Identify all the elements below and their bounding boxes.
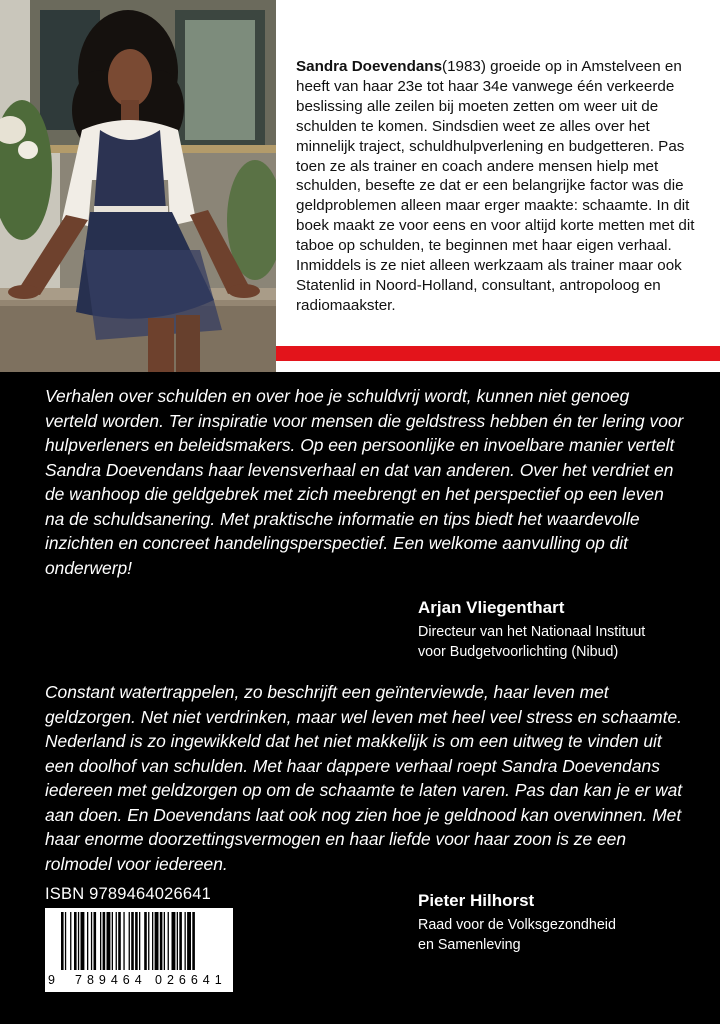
barcode-bar [65, 912, 66, 970]
barcode [45, 908, 233, 992]
review-author-name-2: Pieter Hilhorst [418, 891, 535, 910]
barcode-bar [129, 912, 130, 970]
barcode-bar [103, 912, 106, 970]
review-author-role-2: Raad voor de Volksgezondheid en Samenleving [418, 917, 616, 953]
barcode-bar [74, 912, 77, 970]
barcode-bar [91, 912, 92, 970]
barcode-bar [155, 912, 159, 970]
barcode-bar [164, 912, 165, 970]
barcode-bar [185, 912, 186, 970]
barcode-bar [107, 912, 111, 970]
review-author-2 [418, 890, 616, 955]
barcode-bar [81, 912, 85, 970]
isbn-label: ISBN 9789464026641 [45, 885, 211, 903]
author-bio-text: (1983) groeide op in Amstelveen en heeft van haar 23e tot haar 34e vanwege één verkeerde beslissing alle zeilen bij moeten zetten om weer uit de schulden te komen. Sindsdien weet ze alles over het minnelijk traject, schuldhulpverlening en budgetteren. Pas toen ze als trainer en coach andere mensen hielp met schulden, besefte ze dat er een belangrijke factor was die geldproblemen alleen maar erger maakte: schaamte. In dit boek maakt ze voor eens en voor altijd korte metten met dit taboe op schulden, te beginnen met haar eigen verhaal. Inmiddels is ze niet alleen werkzaam als trainer maar ook Statenlid in Noord-Holland, consultant, antropoloog en radiomaakster. [296, 58, 695, 314]
barcode-bar [179, 912, 182, 970]
author-photo-illustration [0, 0, 276, 372]
author-bio [296, 57, 708, 316]
barcode-bar [177, 912, 178, 970]
barcode-bar [131, 912, 134, 970]
review-author-1 [418, 597, 645, 662]
barcode-bar [94, 912, 97, 970]
barcode-bar [187, 912, 191, 970]
barcode-bar [135, 912, 138, 970]
barcode-bar [144, 912, 147, 970]
barcode-digits [45, 973, 233, 991]
author-name: Sandra Doevendans [296, 58, 443, 75]
barcode-bar [70, 912, 71, 970]
barcode-digits-right: 026641 [155, 973, 227, 987]
author-photo [0, 0, 276, 372]
barcode-bar [168, 912, 169, 970]
review-author-role-1: Directeur van het Nationaal Instituut voor Budgetvoorlichting (Nibud) [418, 624, 646, 660]
barcode-bar [152, 912, 153, 970]
review-author-name-1: Arjan Vliegenthart [418, 598, 565, 617]
barcode-bar [160, 912, 163, 970]
barcode-digit-lead: 9 [48, 973, 55, 987]
review-quote-1: Verhalen over schulden en over hoe je schuldvrij wordt, kunnen niet genoeg verteld worden. Ter inspiratie voor mensen die geldstress hebben én ter lering voor hulpverleners en beleidsmakers. Op een persoonlijke en invoelbare manier vertelt Sandra Doevendans haar levensverhaal en dat van anderen. Over het verdriet en de wanhoop die geldgebrek met zich meebrengt en het perspectief op een leven na de schuldsanering. Met praktische informatie en tips biedt het waardevolle inzichten en concreet handelingsperspectief. Een welkome aanvulling op dit onderwerp! [45, 386, 684, 578]
barcode-bar [148, 912, 149, 970]
barcode-bar [116, 912, 117, 970]
barcode-bar [61, 912, 64, 970]
barcode-bar [87, 912, 88, 970]
barcode-bar [139, 912, 140, 970]
barcode-bar [192, 912, 195, 970]
barcode-bar [172, 912, 176, 970]
review-quote-2: Constant watertrappelen, zo beschrijft een geïnterviewde, haar leven met geldzorgen. Net niet verdrinken, maar wel leven met heel veel stress en schaamte. Nederland is zo ingewikkeld dat het niet makkelijk is om een uitweg te vinden uit een doolhof van schulden. Met haar dappere verhaal roept Sandra Doevendans iedereen met geldzorgen op om de schaamte te laten varen. Pas dan kan je er wat aan doen. En Doevendans laat ook nog zien hoe je geldnood kan overwinnen. Met haar enorme doorzettingsvermogen en haar liefde voor haar zoon is ze een rolmodel voor iedereen. [45, 682, 683, 874]
top-section [0, 0, 720, 372]
barcode-bar [118, 912, 121, 970]
barcode-bar [78, 912, 79, 970]
barcode-digits-left: 789464 [75, 973, 147, 987]
accent-bar [276, 346, 720, 361]
barcode-bar [100, 912, 101, 970]
barcode-bar [112, 912, 113, 970]
barcode-bar [123, 912, 124, 970]
